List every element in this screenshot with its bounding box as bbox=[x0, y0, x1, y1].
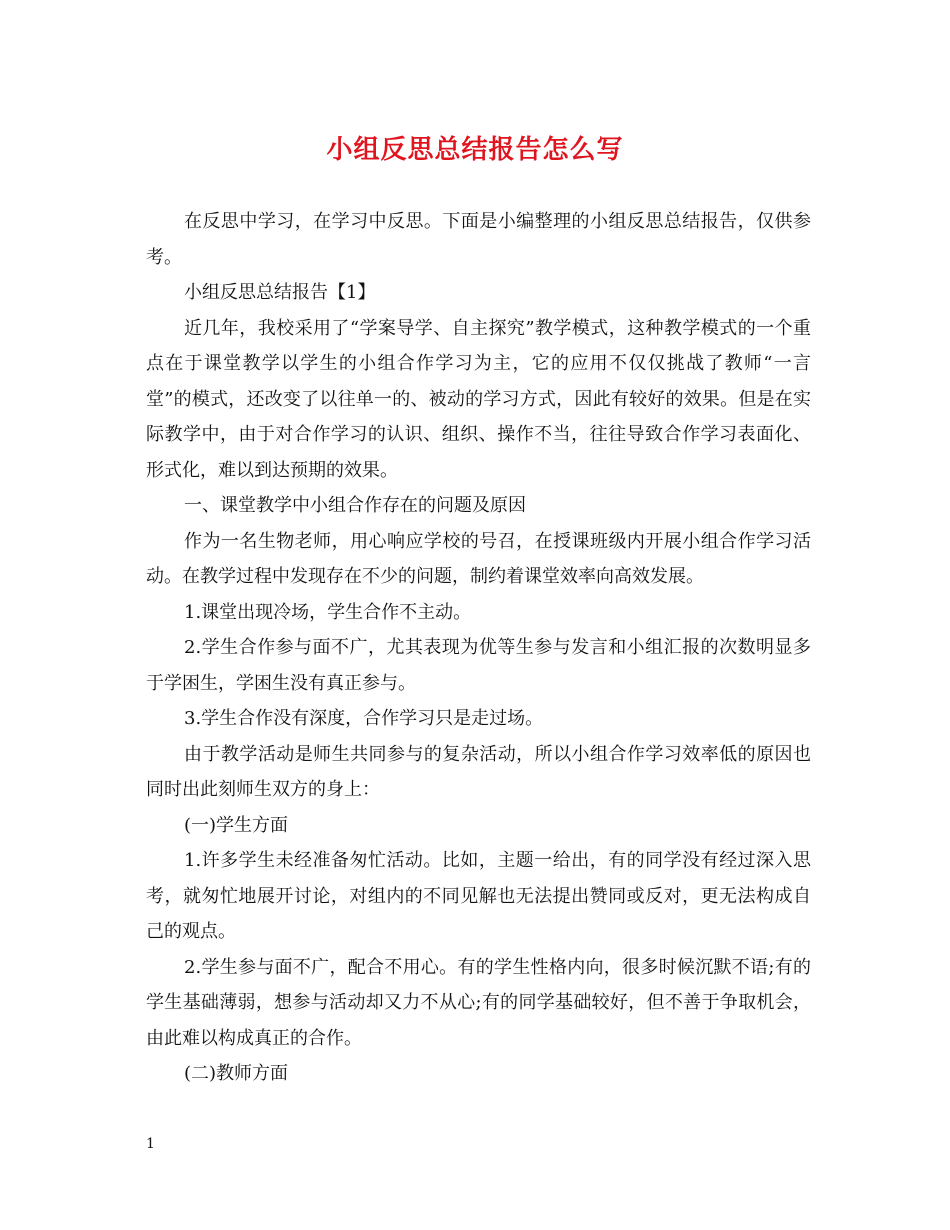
student-issue-1: 1.许多学生未经准备匆忙活动。比如，主题一给出，有的同学没有经过深入思考，就匆忙地展开讨论，对组内的不同见解也无法提出赞同或反对，更无法构成自己的观点。 bbox=[146, 850, 811, 942]
list-item-1: 1.课堂出现冷场，学生合作不主动。 bbox=[184, 601, 472, 623]
student-issue-2: 2.学生参与面不广，配合不用心。有的学生性格内向，很多时候沉默不语;有的学生基础薄弱，想参与活动却又力不从心;有的同学基础较好，但不善于争取机会，由此难以构成真正的合作。 bbox=[146, 956, 811, 1049]
section-heading-report-1: 小组反思总结报告【1】 bbox=[184, 282, 376, 303]
paragraph-causes: 由于教学活动是师生共同参与的复杂活动，所以小组合作学习效率低的原因也同时出此刻师生双方的身上： bbox=[146, 743, 811, 800]
subheading-teachers: (二)教师方面 bbox=[184, 1063, 289, 1084]
document-body bbox=[146, 204, 811, 1092]
page-number: 1 bbox=[146, 1136, 155, 1152]
subheading-students: (一)学生方面 bbox=[184, 814, 289, 836]
paragraph-background: 近几年，我校采用了“学案导学、自主探究”教学模式，这种教学模式的一个重点在于课堂教学以学生的小组合作学习为主，它的应用不仅仅挑战了教师“一言堂”的模式，还改变了以往单一的、被动的学习方式，因此有较好的效果。但是在实际教学中，由于对合作学习的认识、组织、操作不当，往往导致合作学习表面化、形式化，难以到达预期的效果。 bbox=[146, 317, 811, 481]
list-item-3: 3.学生合作没有深度，合作学习只是走过场。 bbox=[184, 708, 544, 729]
paragraph-intro: 在反思中学习，在学习中反思。下面是小编整理的小组反思总结报告，仅供参考。 bbox=[146, 211, 811, 268]
section-heading-problems: 一、课堂教学中小组合作存在的问题及原因 bbox=[184, 495, 526, 516]
list-item-2: 2.学生合作参与面不广，尤其表现为优等生参与发言和小组汇报的次数明显多于学困生，学困生没有真正参与。 bbox=[146, 637, 811, 694]
paragraph-observation: 作为一名生物老师，用心响应学校的号召，在授课班级内开展小组合作学习活动。在教学过程中发现存在不少的问题，制约着课堂效率向高效发展。 bbox=[146, 530, 811, 587]
document-title: 小组反思总结报告怎么写 bbox=[326, 135, 624, 165]
